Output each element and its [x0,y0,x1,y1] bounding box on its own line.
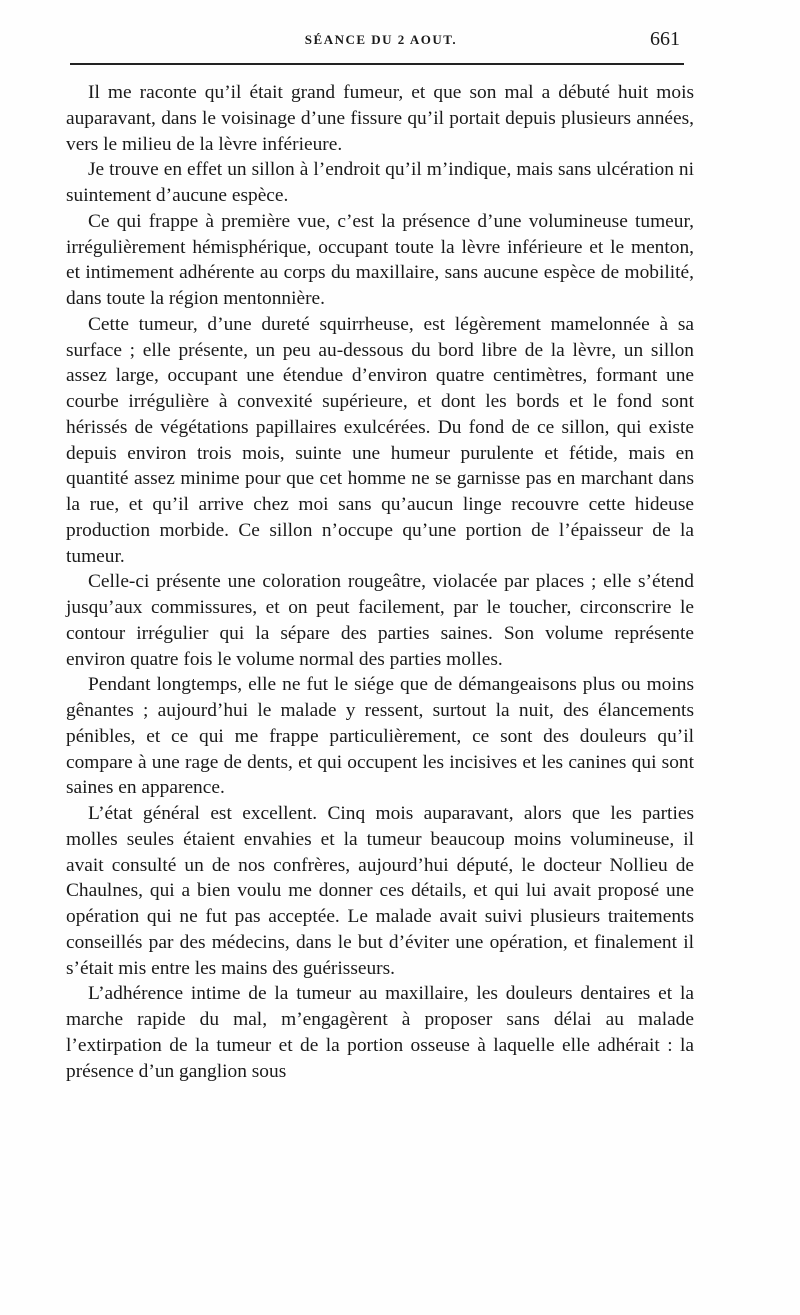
paragraph: Cette tumeur, d’une dureté squirrheuse, est légèrement mamelonnée à sa surface ; elle présente, un peu au-dessous du bord libre de la lèvre, un sillon assez large, occupant une étendue d’environ quatre centimètres, formant une courbe irrégulière à convexité supérieure, et dont les bords et le fond sont hérissés de végétations papillaires exulcérées. Du fond de ce sillon, qui existe depuis environ trois mois, suinte une humeur purulente et fétide, mais en quantité assez minime pour que cet homme ne se garnisse pas en marchant dans la rue, et qu’il arrive chez moi sans qu’aucun linge recouvre cette hideuse production morbide. Ce sillon n’occupe qu’une portion de l’épaisseur de la tumeur. [66,313,694,567]
running-title: SÉANCE DU 2 AOUT. [304,32,458,47]
paragraph: L’état général est excellent. Cinq mois auparavant, alors que les parties molles seules étaient envahies et la tumeur beaucoup moins volumineuse, il avait consulté un de nos confrères, aujourd’hui député, le docteur Nollieu de Chaulnes, qui a bien voulu me donner ces détails, et qui lui avait proposé une opération qui ne fut pas acceptée. Le malade avait suivi plusieurs traitements conseillés par des médecins, dans le but d’éviter une opération, et finalement il s’était mis entre les mains des guérisseurs. [66,803,694,979]
paragraph: Pendant longtemps, elle ne fut le siége que de démangeaisons plus ou moins gênantes ; aujourd’hui le malade y ressent, surtout la nuit, des élancements pénibles, et ce qui me frappe particulièrement, ce sont des douleurs qu’il compare à une rage de dents, et qui occupent les incisives et les canines qui sont saines en apparence. [66,674,694,799]
page-header [70,28,692,54]
paragraph: Il me raconte qu’il était grand fumeur, et que son mal a débuté huit mois auparavant, dans le voisinage d’une fissure qu’il portait depuis plusieurs années, vers le milieu de la lèvre inférieure. [66,82,694,155]
page-number: 661 [650,28,680,50]
header-rule [70,63,684,65]
paragraph: Celle-ci présente une coloration rougeâtre, violacée par places ; elle s’étend jusqu’aux commissures, et on peut facilement, par le toucher, circonscrire le contour irrégulier qui la sépare des parties saines. Son volume représente environ quatre fois le volume normal des parties molles. [66,571,694,670]
paragraph: L’adhérence intime de la tumeur au maxillaire, les douleurs dentaires et la marche rapide du mal, m’engagèrent à proposer sans délai au malade l’extirpation de la tumeur et de la portion osseuse à laquelle elle adhérait : la présence d’un ganglion sous [66,983,694,1082]
paragraph: Ce qui frappe à première vue, c’est la présence d’une volumineuse tumeur, irrégulièrement hémisphérique, occupant toute la lèvre inférieure et le menton, et intimement adhérente au corps du maxillaire, sans aucune espèce de mobilité, dans toute la région mentonnière. [66,210,694,309]
body-text [66,80,694,1084]
paragraph: Je trouve en effet un sillon à l’endroit qu’il m’indique, mais sans ulcération ni suintement d’aucune espèce. [66,159,694,206]
